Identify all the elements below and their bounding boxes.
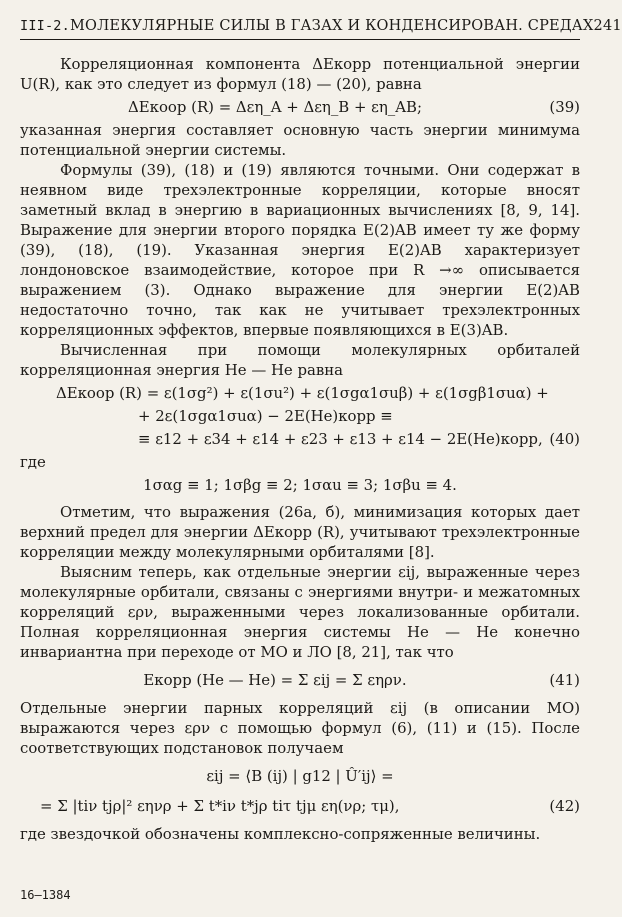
section-code: III-2. [20, 18, 70, 34]
equation-39 [20, 97, 580, 117]
orbital-definitions [20, 475, 580, 495]
equation-41 [20, 670, 580, 690]
equation-40-number: (40) [549, 430, 580, 448]
where-label: где [20, 453, 46, 471]
running-title: МОЛЕКУЛЯРНЫЕ СИЛЫ В ГАЗАХ И КОНДЕНСИРОВАН. СРЕДАХ [69, 18, 594, 34]
equation-40-line-1 [20, 383, 580, 403]
paragraph-5: Отметим, что выражения (26а, б), минимизация которых дает верхний предел для энергии ΔEкорр (R), учитывают трехэлектронные корреляции между молекулярными орбиталями [8]. [20, 503, 580, 561]
equation-41-body: Eкорр (He — He) = Σ εij = Σ εηρν. [143, 671, 407, 689]
equation-42-number: (42) [549, 797, 580, 815]
equation-40-line-2 [20, 406, 580, 426]
equation-42-line-1 [20, 766, 580, 786]
equation-42-line-2-body: = Σ |tiν tjρ|² εηνρ + Σ t*iν t*jρ tiτ tjμ εη(νρ; τμ), [40, 797, 400, 815]
equation-40-line-2-body: + 2ε(1σgα1σuα) − 2E(He)корр ≡ [138, 407, 393, 425]
orbital-definitions-body: 1σαg ≡ 1; 1σβg ≡ 2; 1σαu ≡ 3; 1σβu ≡ 4. [143, 476, 457, 494]
page-body [20, 54, 580, 844]
page-number: 241 [593, 18, 622, 34]
printer-signature: 16—1384 [20, 888, 71, 902]
equation-40-line-3-body: ≡ ε12 + ε34 + ε14 + ε23 + ε13 + ε14 − 2E(He)корр, [138, 430, 543, 448]
running-header [20, 18, 622, 40]
paragraph-8: где звездочкой обозначены комплексно-сопряженные величины. [20, 825, 541, 843]
equation-39-body: ΔEкоор (R) = Δεη_A + Δεη_B + εη_AB; [128, 98, 422, 116]
equation-42-line-2 [20, 796, 580, 816]
equation-39-number: (39) [549, 98, 580, 116]
paragraph-2: указанная энергия составляет основную часть энергии минимума потенциальной энергии системы. [20, 121, 580, 159]
paragraph-7: Отдельные энергии парных корреляций εij (в описании МО) выражаются через ερν с помощью формул (6), (11) и (15). После соответствующих подстановок получаем [20, 699, 580, 757]
equation-41-number: (41) [549, 671, 580, 689]
equation-40-line-3 [20, 429, 580, 449]
equation-42-line-1-body: εij = ⟨B (ij) | g12 | Û′ij⟩ = [206, 767, 394, 785]
equation-40-line-1-body: ΔEкоор (R) = ε(1σg²) + ε(1σu²) + ε(1σgα1σuβ) + ε(1σgβ1σuα) + [56, 384, 549, 402]
paragraph-3: Формулы (39), (18) и (19) являются точными. Они содержат в неявном виде трехэлектронные корреляции, которые вносят заметный вклад в энергию в вариационных вычислениях [8, 9, 14]. Выражение для энергии второго порядка E(2)AB имеет ту же форму (39), (18), (19). Указанная энергия E(2)AB характеризует лондоновское взаимодействие, которое при R →∞ описывается выражением (3). Однако выражение для энергии E(2)AB недостаточно точно, так как не учитывает трехэлектронных корреляционных эффектов, впервые появляющихся в E(3)AB. [20, 161, 580, 339]
paragraph-1: Корреляционная компонента ΔEкорр потенциальной энергии U(R), как это следует из формул (18) — (20), равна [20, 55, 580, 93]
paragraph-6: Выясним теперь, как отдельные энергии εij, выраженные через молекулярные орбитали, связаны с энергиями внутри- и межатомных корреляций ερν, выраженными через локализованные орбитали. Полная корреляционная энергия системы He — He конечно инвариантна при переходе от МО и ЛО [8, 21], так что [20, 563, 580, 661]
paragraph-4: Вычисленная при помощи молекулярных орбиталей корреляционная энергия He — He равна [20, 341, 580, 379]
